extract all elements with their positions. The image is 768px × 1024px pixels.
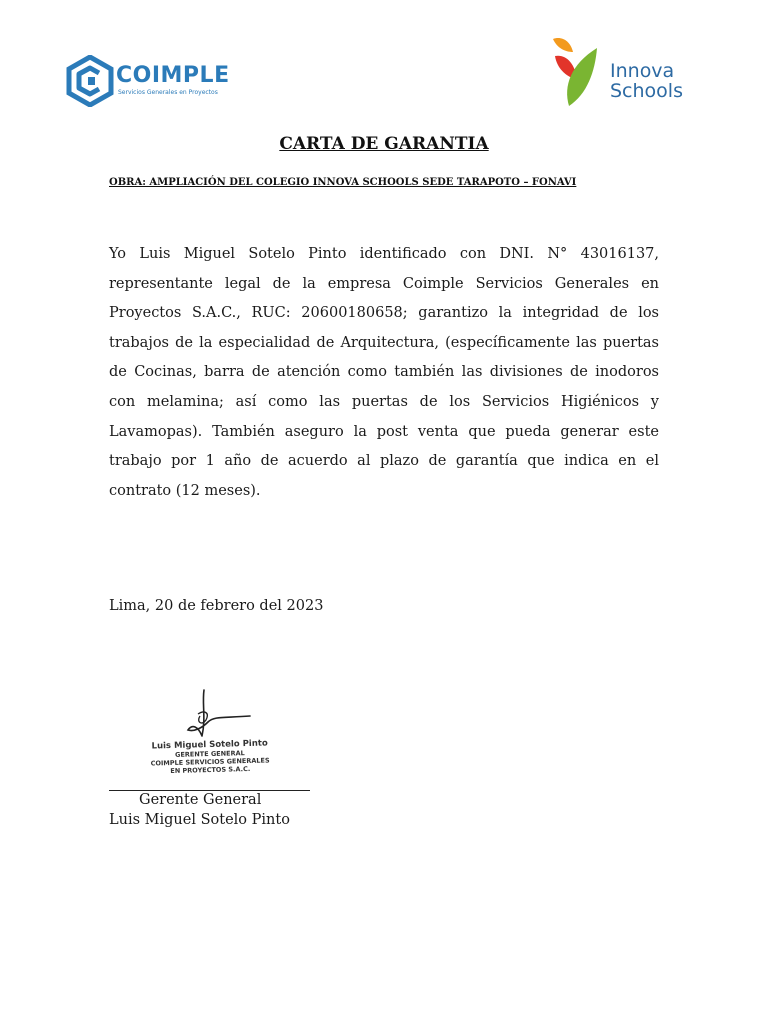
stamp-name: Luis Miguel Sotelo Pinto [151,738,268,752]
coimple-tagline: Servicios Generales en Proyectos [118,89,218,96]
innova-brand-line1: Innova [610,60,675,82]
innova-schools-logo [551,36,696,108]
stamp-line-2: COIMPLE SERVICIOS GENERALES [150,756,270,768]
handwritten-signature [180,686,260,746]
document-title: CARTA DE GARANTIA [279,134,489,154]
document-body [109,240,659,506]
signature-stamp [140,738,281,776]
document-date: Lima, 20 de febrero del 2023 [109,598,324,614]
innova-leaf-icon [551,36,601,108]
stamp-line-1: GERENTE GENERAL [175,749,245,759]
innova-brand-line2: Schools [610,80,683,102]
coimple-brand-name: COIMPLE [116,63,230,88]
body-paragraph: Yo Luis Miguel Sotelo Pinto identificado con DNI. N° 43016137, representante legal de la empresa Coimple Servicios Generales en Proyectos S.A.C., RUC: 20600180658; garantizo la integridad de los trabajos de la especialidad de Arquitectura, (específicamente las puertas de Cocinas, barra de atención como también las divisiones de inodoros con melamina; así como las puertas de los Servicios Higiénicos y Lavamopas). También aseguro la post venta que pueda generar este trabajo por 1 año de acuerdo al plazo de garantía que indica en el contrato (12 meses). [109,246,659,499]
signer-name: Luis Miguel Sotelo Pinto [109,812,290,828]
stamp-line-3: EN PROYECTOS S.A.C. [170,764,251,776]
coimple-hexagon-icon [66,55,114,107]
document-subtitle: OBRA: AMPLIACIÓN DEL COLEGIO INNOVA SCHOOLS SEDE TARAPOTO – FONAVI [109,177,577,188]
coimple-logo [66,55,241,107]
signer-role: Gerente General [139,792,262,808]
signature-line [109,790,310,791]
